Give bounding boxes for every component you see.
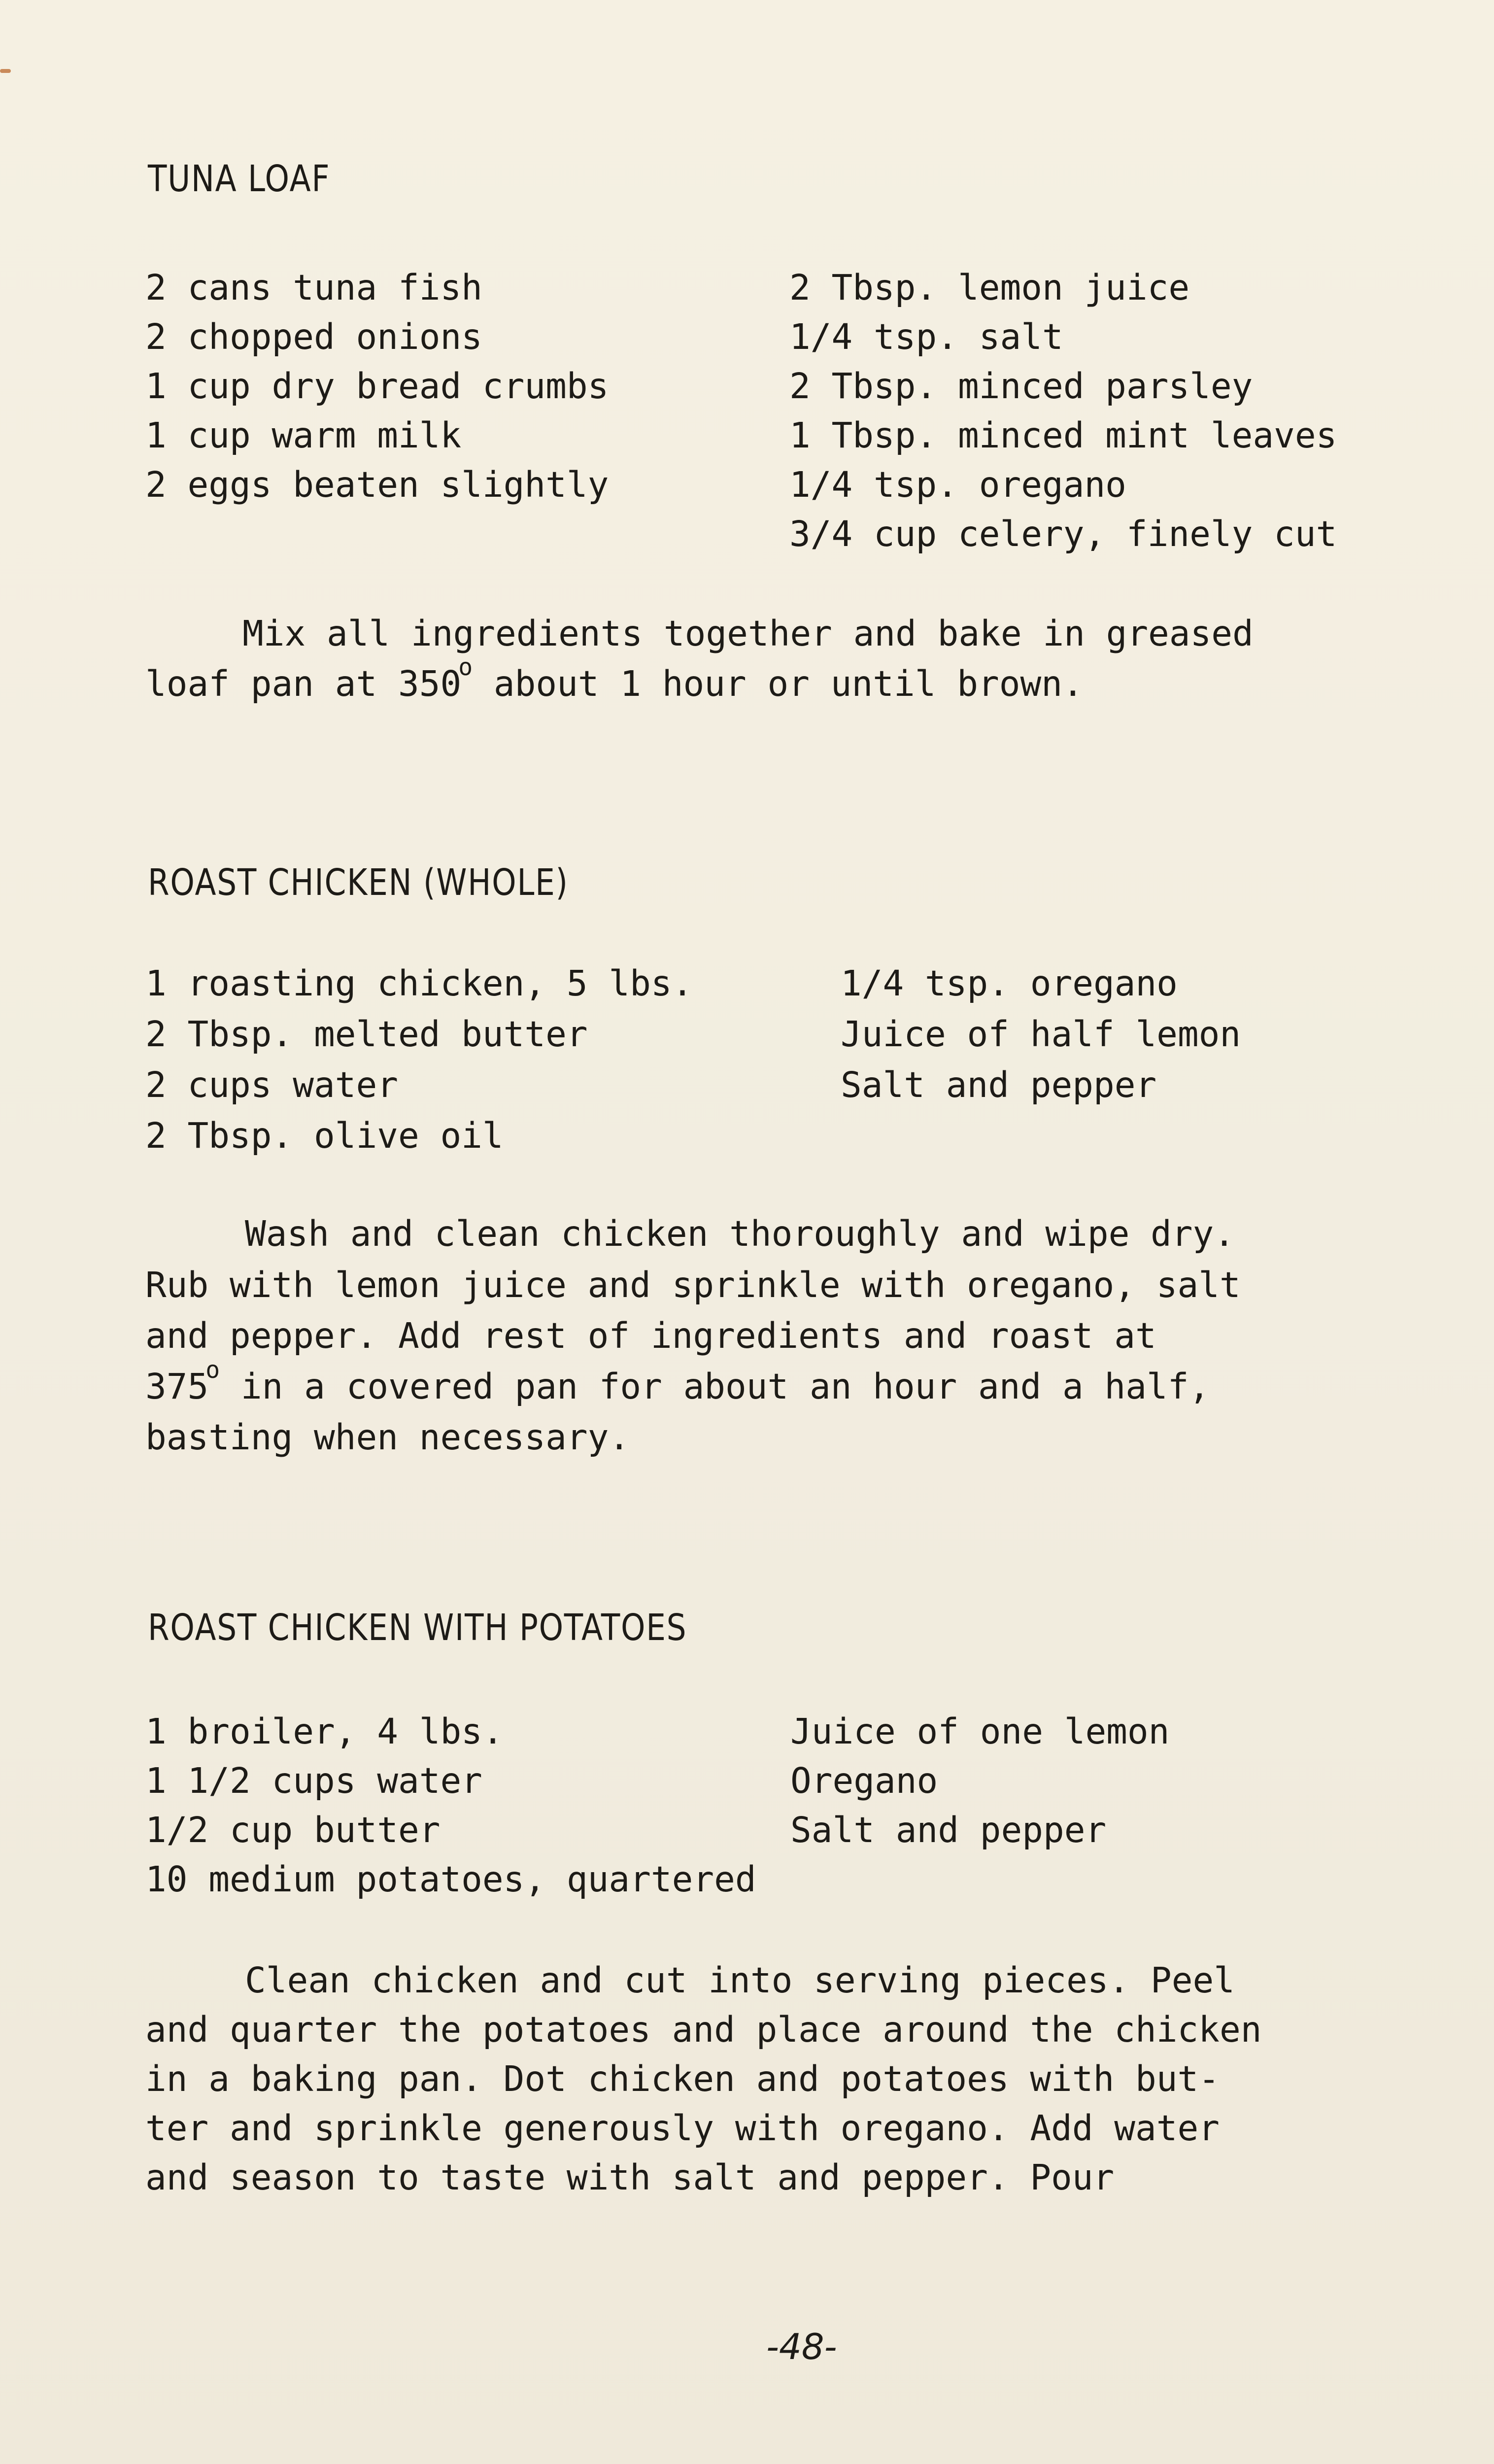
recipe-title-roast-chicken-whole: ROAST CHICKEN (WHOLE)	[148, 861, 569, 904]
direction-line: Wash and clean chicken thoroughly and wipe dry.	[245, 1213, 1235, 1254]
recipe-title-tuna-loaf: TUNA LOAF	[148, 158, 331, 200]
direction-line	[145, 1356, 1210, 1407]
direction-text: loaf pan at 350	[145, 663, 462, 704]
ingredient: 10 medium potatoes, quartered	[145, 1859, 756, 1900]
direction-text: in a covered pan for about an hour and a half,	[240, 1366, 1210, 1407]
direction-line: in a baking pan. Dot chicken and potatoes with but-	[145, 2058, 1220, 2099]
ingredient: 1/2 cup butter	[145, 1810, 441, 1850]
direction-line: ter and sprinkle generously with oregano. Add water	[145, 2108, 1220, 2149]
ingredient: 2 chopped onions	[145, 316, 482, 357]
ingredient: 1 cup warm milk	[145, 415, 462, 456]
ingredient: 1 cup dry bread crumbs	[145, 366, 609, 407]
ingredient: 1 Tbsp. minced mint leaves	[789, 415, 1337, 456]
ingredient: 2 Tbsp. minced parsley	[789, 366, 1253, 407]
ingredient: 1 1/2 cups water	[145, 1760, 482, 1801]
direction-line: and pepper. Add rest of ingredients and roast at	[145, 1315, 1156, 1356]
ingredient: Oregano	[790, 1760, 938, 1801]
direction-line: and season to taste with salt and pepper. Pour	[145, 2157, 1115, 2198]
ingredient: 1/4 tsp. salt	[789, 316, 1063, 357]
ingredient: Salt and pepper	[790, 1810, 1107, 1850]
page-number: -48-	[766, 2326, 837, 2367]
ingredient: 1/4 tsp. oregano	[789, 464, 1126, 505]
ingredient: 2 Tbsp. olive oil	[145, 1115, 504, 1156]
direction-text: 375	[145, 1366, 209, 1407]
degree-symbol: o	[205, 1356, 220, 1384]
ingredient: 1/4 tsp. oregano	[841, 963, 1178, 1004]
direction-text: about 1 hour or until brown.	[493, 663, 1084, 704]
ingredient: Salt and pepper	[841, 1064, 1157, 1105]
ingredient: 1 broiler, 4 lbs.	[145, 1711, 504, 1752]
direction-line: Rub with lemon juice and sprinkle with oregano, salt	[145, 1265, 1241, 1305]
ingredient: 2 cups water	[145, 1064, 398, 1105]
ingredient: Juice of half lemon	[841, 1014, 1241, 1055]
ingredient: 2 eggs beaten slightly	[145, 464, 609, 505]
ingredient: 2 Tbsp. melted butter	[145, 1014, 588, 1055]
ingredient: Juice of one lemon	[790, 1711, 1170, 1752]
ingredient: 3/4 cup celery, finely cut	[789, 513, 1337, 554]
recipe-title-roast-chicken-potatoes: ROAST CHICKEN WITH POTATOES	[148, 1607, 687, 1649]
direction-line: basting when necessary.	[145, 1417, 630, 1458]
degree-symbol: o	[458, 653, 473, 681]
direction-line: and quarter the potatoes and place around the chicken	[145, 2009, 1262, 2050]
ingredient: 2 cans tuna fish	[145, 267, 482, 308]
direction-line: Mix all ingredients together and bake in greased	[242, 613, 1254, 654]
ingredient: 2 Tbsp. lemon juice	[789, 267, 1190, 308]
ingredient: 1 roasting chicken, 5 lbs.	[145, 963, 693, 1004]
page-edge-mark	[0, 69, 11, 73]
direction-line: Clean chicken and cut into serving pieces. Peel	[245, 1960, 1235, 2001]
direction-line	[145, 653, 1084, 704]
